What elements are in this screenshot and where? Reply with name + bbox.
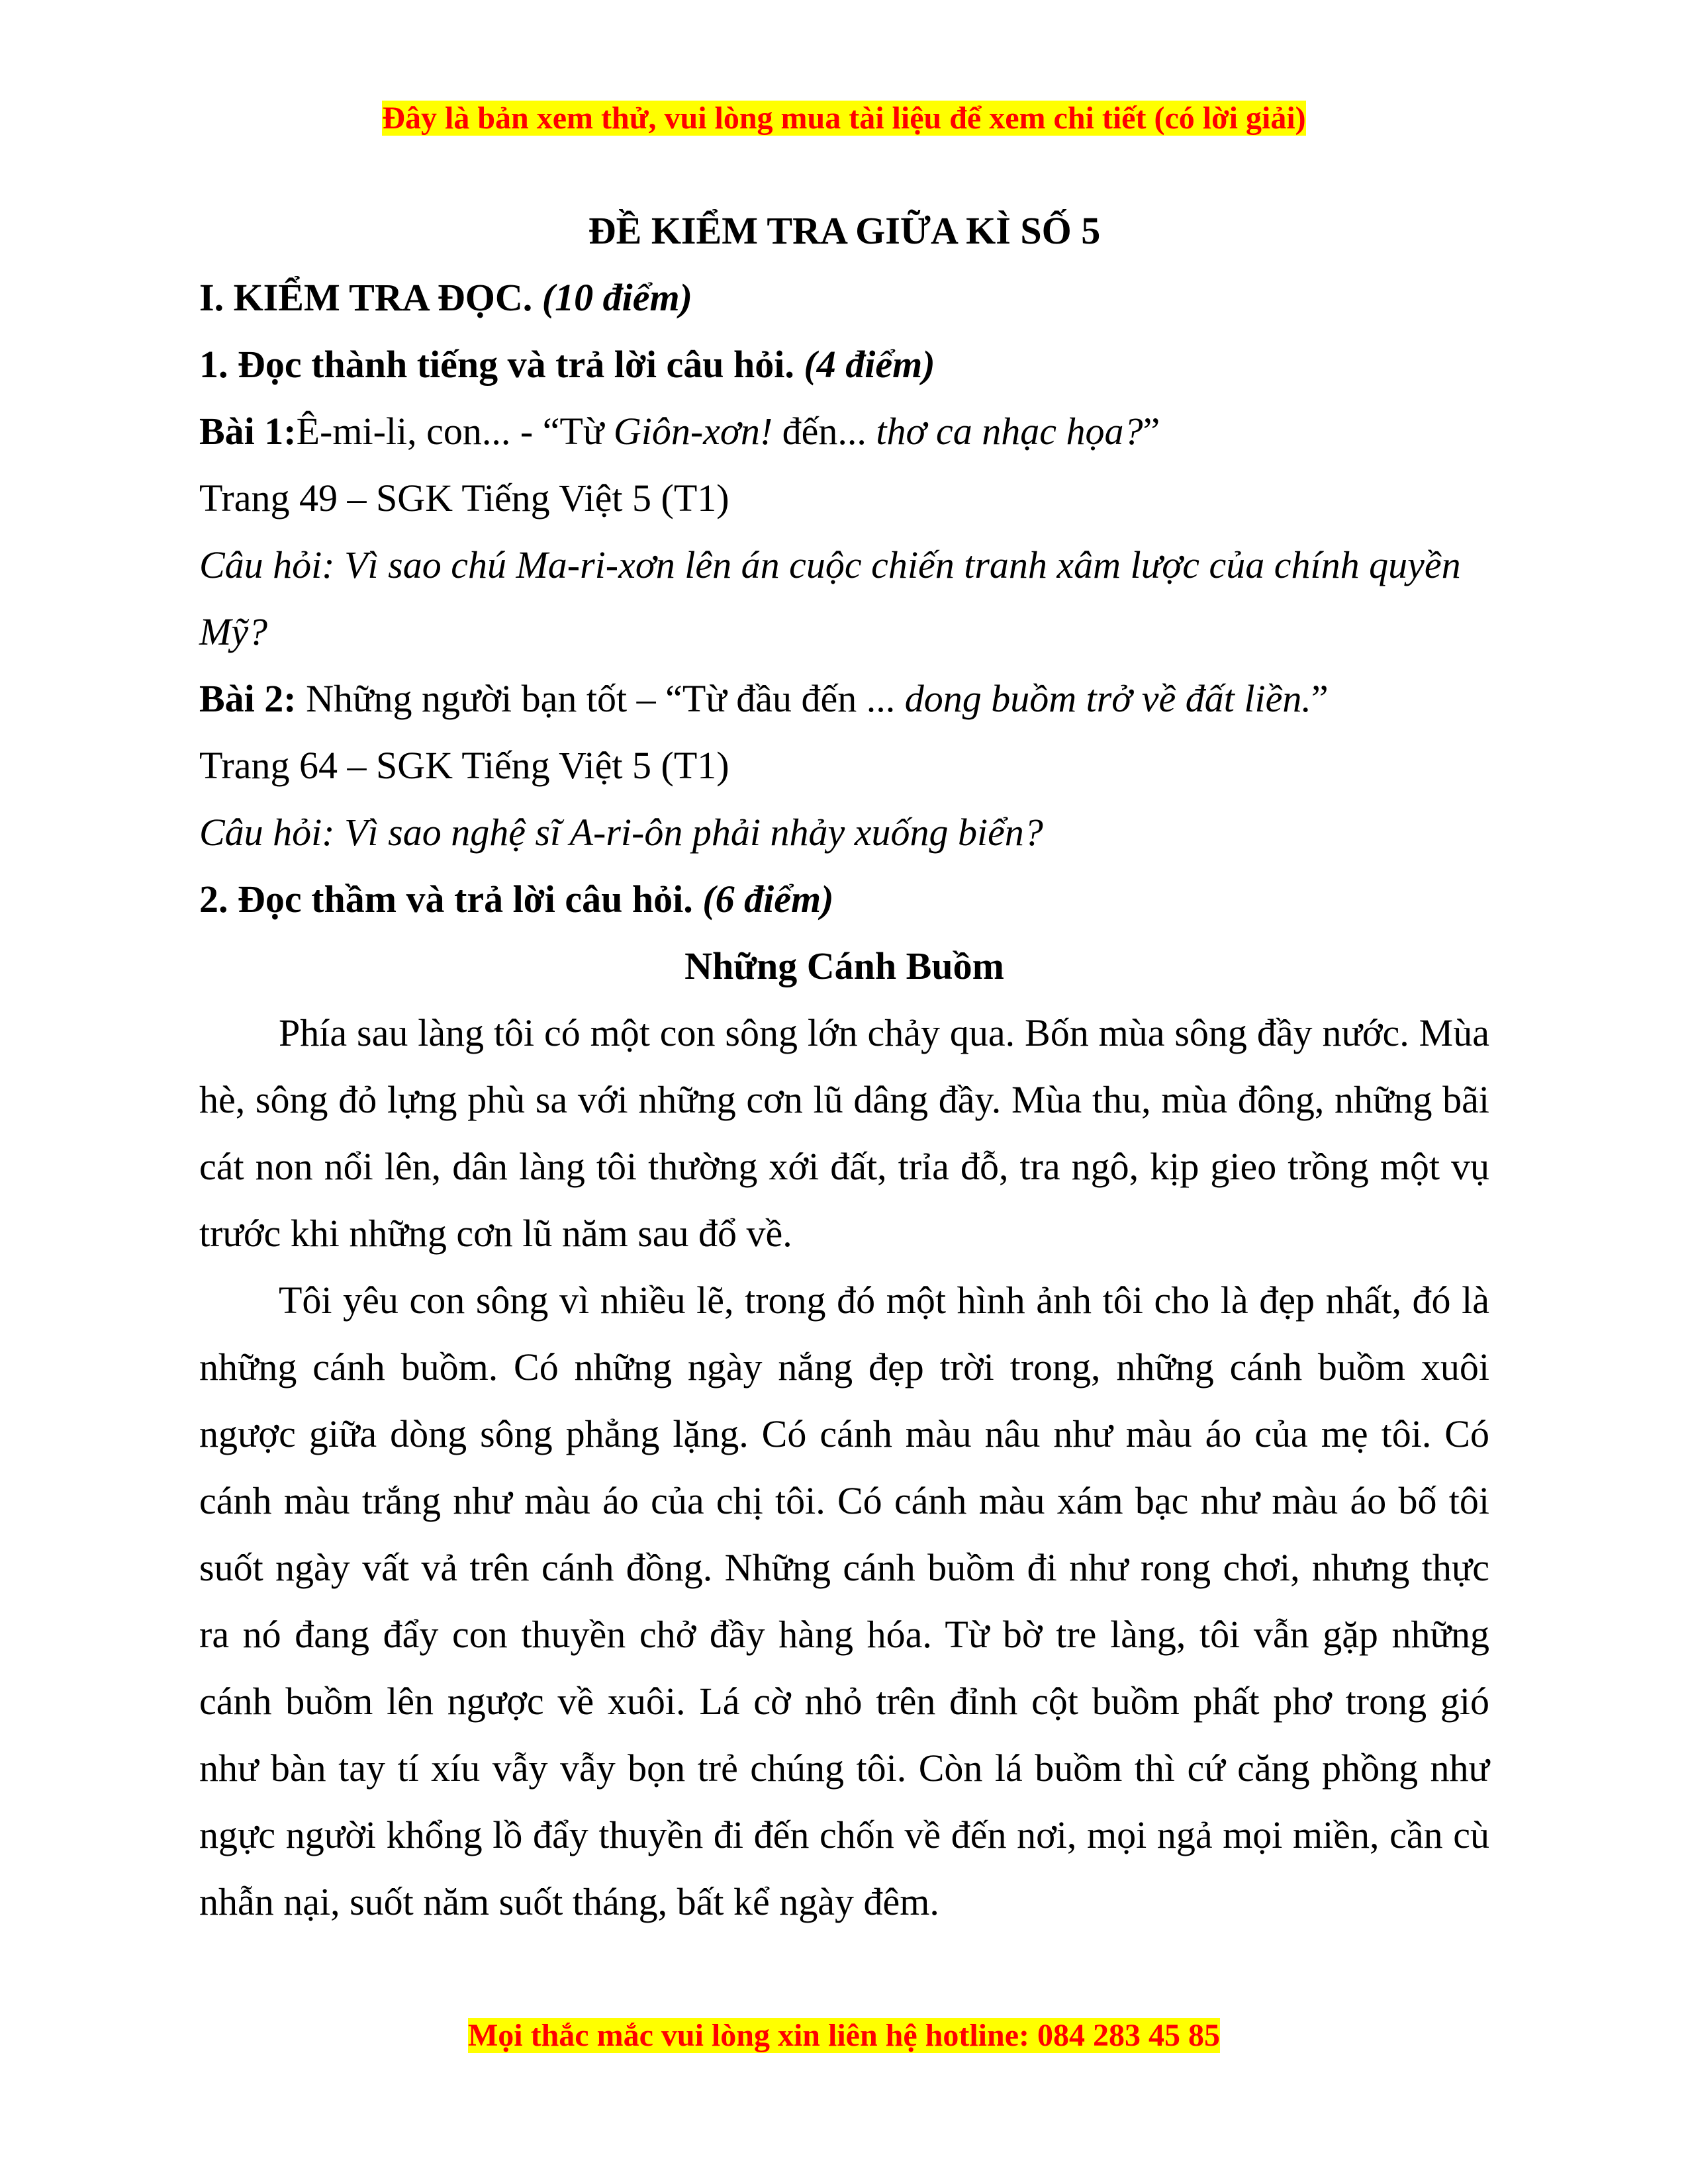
preview-notice-banner: [0, 99, 1688, 138]
part-label: 1. Đọc thành tiếng và trả lời câu hỏi.: [199, 343, 794, 386]
bai1-text: Ê-mi-li, con... - “Từ: [296, 410, 614, 453]
bai1-question: Câu hỏi: Vì sao chú Ma-ri-xơn lên án cuộc chiến tranh xâm lược của chính quyền Mỹ?: [199, 543, 1461, 653]
bai2-label: Bài 2:: [199, 677, 297, 720]
part-label: 2. Đọc thầm và trả lời câu hỏi.: [199, 878, 693, 921]
bai1-text: Giôn-xơn!: [613, 410, 773, 453]
preview-notice-text: Đây là bản xem thử, vui lòng mua tài liệu để xem chi tiết (có lời giải): [382, 101, 1306, 136]
document-body: [199, 197, 1489, 1935]
bai2-question: Câu hỏi: Vì sao nghệ sĩ A-ri-ôn phải nhảy xuống biển?: [199, 811, 1043, 854]
hotline-text: Mọi thắc mắc vui lòng xin liên hệ hotline: 084 283 45 85: [467, 2018, 1220, 2053]
page-title: ĐỀ KIỂM TRA GIỮA KÌ SỐ 5: [588, 209, 1101, 252]
section-heading-reading: [199, 264, 1489, 331]
part2-heading: [199, 866, 1489, 933]
bai2-source: Trang 64 – SGK Tiếng Việt 5 (T1): [199, 744, 729, 787]
bai2-line: [199, 665, 1489, 732]
section-label: I. KIỂM TRA ĐỌC.: [199, 276, 533, 319]
bai1-source: Trang 49 – SGK Tiếng Việt 5 (T1): [199, 477, 729, 520]
bai1-text: thơ ca nhạc họa?: [876, 410, 1143, 453]
bai2-text: dong buồm trở về đất liền.: [904, 677, 1311, 720]
part-points: (6 điểm): [702, 878, 834, 921]
story-paragraph: Phía sau làng tôi có một con sông lớn chảy qua. Bốn mùa sông đầy nước. Mùa hè, sông đỏ lựng phù sa với những cơn lũ dâng đầy. Mùa thu, mùa đông, những bãi cát non nổi lên, dân làng tôi thường xới đất, trỉa đỗ, tra ngô, kịp gieo trồng một vụ trước khi những cơn lũ năm sau đổ về.: [199, 1011, 1489, 1255]
story-paragraph: Tôi yêu con sông vì nhiều lẽ, trong đó một hình ảnh tôi cho là đẹp nhất, đó là những cánh buồm. Có những ngày nắng đẹp trời trong, những cánh buồm xuôi ngược giữa dòng sông phẳng lặng. Có cánh màu nâu như màu áo của mẹ tôi. Có cánh màu trắng như màu áo của chị tôi. Có cánh màu xám bạc như màu áo bố tôi suốt ngày vất vả trên cánh đồng. Những cánh buồm đi như rong chơi, nhưng thực ra nó đang đẩy con thuyền chở đầy hàng hóa. Từ bờ tre làng, tôi vẫn gặp những cánh buồm lên ngược về xuôi. Lá cờ nhỏ trên đỉnh cột buồm phất phơ trong gió như bàn tay tí xíu vẫy vẫy bọn trẻ chúng tôi. Còn lá buồm thì cứ căng phồng như ngực người khổng lồ đẩy thuyền đi đến chốn về đến nơi, mọi ngả mọi miền, cần cù nhẫn nại, suốt năm suốt tháng, bất kể ngày đêm.: [199, 1279, 1489, 1923]
bai1-label: Bài 1:: [199, 410, 297, 453]
bai1-line: [199, 398, 1489, 465]
part1-heading: [199, 331, 1489, 398]
section-points: (10 điểm): [541, 276, 692, 319]
part-points: (4 điểm): [804, 343, 935, 386]
bai1-text: ”: [1143, 410, 1160, 453]
hotline-banner: [0, 2016, 1688, 2056]
bai2-text: ”: [1311, 677, 1329, 720]
bai1-text: đến...: [773, 410, 876, 453]
bai2-text: Những người bạn tốt – “Từ đầu đến ...: [296, 677, 905, 720]
story-title: Những Cánh Buồm: [684, 944, 1004, 987]
